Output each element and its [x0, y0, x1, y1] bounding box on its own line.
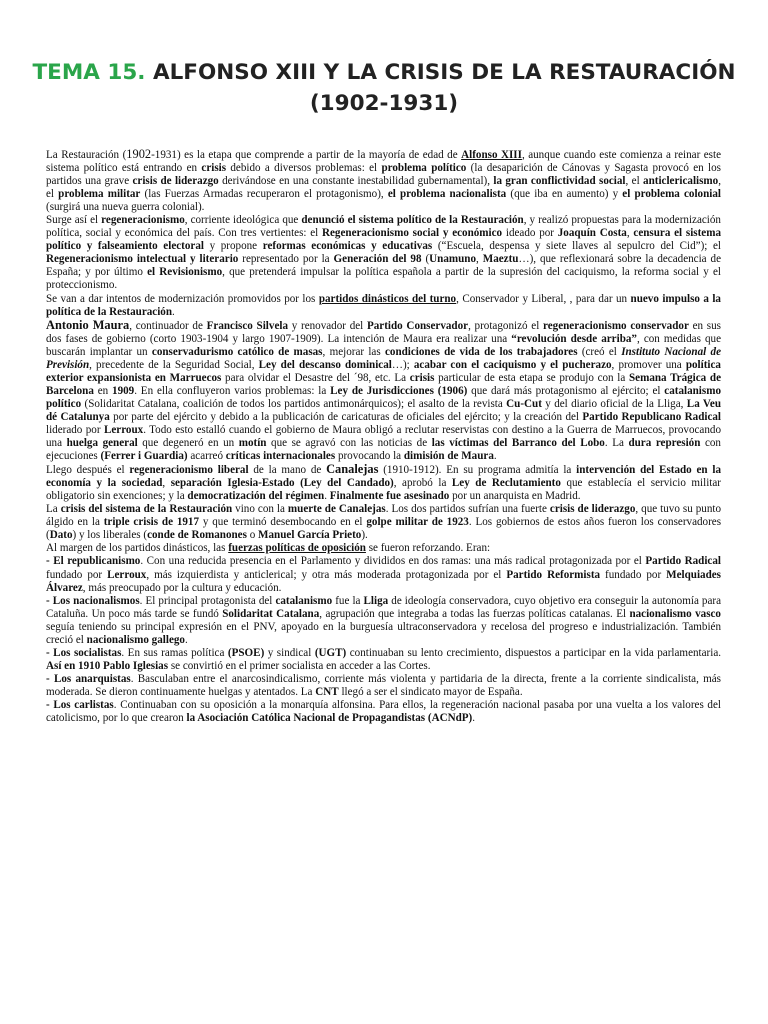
text-run: Regeneracionismo intelectual y literario: [46, 253, 239, 266]
text-run: , el: [46, 175, 721, 201]
list-item-nacionalismos: [46, 595, 721, 647]
text-run: …), que reflexionará sobre la decadencia de España; y por último: [46, 253, 722, 279]
text-run: Alfonso XIII: [461, 149, 522, 161]
text-run: la Asociación Católica Nacional de Propagandistas (ACNdP): [186, 712, 473, 725]
text-run: crisis: [201, 162, 227, 175]
text-run: CNT: [315, 685, 339, 698]
text-run: , continuador de: [129, 319, 207, 332]
text-run: . Continuaban con su oposición a la monarquía alfonsina. Para ellos, la regeneración nacional pasaba por una vuelta a los valores del catolicismo, por lo que crearon: [46, 698, 721, 725]
text-run: (“Escuela, despensa y siete llaves al sepulcro del Cid”); el: [432, 240, 721, 253]
text-run: acarreó: [187, 450, 226, 463]
text-run: catalanismo político: [46, 384, 721, 410]
text-run: problema político: [381, 162, 467, 175]
text-run: . En ella confluyeron varios problemas: la: [134, 384, 331, 397]
text-run: política exterior expansionista en Marruecos: [46, 358, 721, 384]
text-run: crisis de liderazgo: [549, 503, 636, 516]
text-run: representado por la: [238, 253, 334, 266]
text-run: llegó a ser el sindicato mayor de España.: [338, 685, 523, 698]
text-run: - Los anarquistas: [46, 672, 131, 685]
text-run: la gran conflictividad social: [493, 175, 626, 188]
text-run: . En sus ramas política: [121, 646, 228, 659]
text-run: ).: [361, 529, 368, 542]
text-run: problema militar: [58, 188, 141, 201]
text-run: , agrupación que integraba a todas las fuerzas políticas catalanas. El: [319, 607, 630, 620]
text-run: - Los nacionalismos: [46, 594, 140, 607]
text-run: con ejecuciones: [46, 437, 721, 463]
text-run: Surge así el: [46, 214, 102, 227]
text-run: provocando la: [335, 450, 404, 463]
text-run: Se van a dar intentos de modernización promovidos por los: [46, 292, 319, 305]
text-run: nuevo impulso a la política de la Restauración: [46, 292, 721, 318]
text-run: censura el sistema político y falseamiento electoral: [46, 227, 722, 253]
text-run: ) y los liberales (: [72, 529, 148, 542]
text-run: La: [46, 503, 61, 516]
text-run: que establecía el servicio militar obligatorio sin exenciones; y la: [46, 477, 721, 503]
text-run: regeneracionismo conservador: [543, 319, 689, 332]
text-run: Partido Radical: [645, 555, 721, 568]
paragraph-regeneracionismo: [46, 214, 721, 292]
text-run: Semana Trágica de Barcelona: [46, 371, 721, 397]
text-run: , aprobó la: [393, 477, 452, 490]
text-run: en: [93, 384, 113, 397]
text-run: Instituto Nacional de Previsión: [46, 345, 721, 371]
text-run: que degeneró en un: [137, 437, 239, 450]
text-run: Solidaritat Catalana: [222, 607, 320, 620]
text-run: Regeneracionismo social y económico: [322, 227, 503, 240]
text-run: el Revisionismo: [147, 266, 223, 279]
text-run: regeneracionismo: [101, 214, 185, 227]
list-item-anarquistas: [46, 673, 721, 699]
text-run: (1910-1912). En su programa admitía la: [378, 464, 577, 477]
text-run: (creó el: [577, 345, 622, 358]
text-run: que se agravó con las noticias de: [266, 437, 432, 450]
text-run: Partido Conservador: [366, 319, 469, 332]
text-run: huelga general: [66, 437, 138, 450]
text-run: .: [493, 450, 497, 463]
text-run: y del diario oficial de la Lliga,: [541, 397, 687, 410]
text-run: , precedente de la Seguridad Social,: [89, 358, 259, 371]
text-run: La Restauración (: [46, 149, 127, 161]
page-title: [0, 58, 768, 88]
text-run: .: [472, 712, 476, 725]
text-run: ,: [162, 477, 171, 490]
text-run: fundado por: [600, 568, 667, 581]
text-run: ,: [476, 253, 483, 266]
text-run: nacionalismo gallego: [86, 633, 185, 646]
text-run: y renovador del: [288, 319, 367, 332]
text-run: .: [184, 633, 188, 646]
text-run: y propone: [203, 240, 263, 253]
paragraph-intro: [46, 148, 721, 214]
text-run: -1931) es la etapa que comprende a partir de la mayoría de edad de: [151, 149, 462, 161]
text-run: Joaquín Costa: [557, 227, 627, 240]
title-prefix: TEMA 15.: [32, 60, 146, 85]
list-item-carlistas: [46, 699, 721, 725]
text-run: condiciones de vida de los trabajadores: [384, 345, 578, 358]
text-run: de ideología conservadora, cuyo objetivo era conseguir la autonomía para Cataluña. Un poco más tarde se fundó: [46, 594, 722, 620]
text-run: Partido Reformista: [506, 568, 601, 581]
text-run: Ley de Reclutamiento: [451, 477, 561, 490]
text-run: (PSOE): [227, 646, 265, 659]
text-run: para olvidar el Desastre del ´98, etc. La: [221, 371, 410, 384]
text-run: triple crisis de 1917: [103, 516, 200, 529]
text-run: se convirtió en el primer socialista en acceder a las Cortes.: [168, 659, 431, 672]
text-run: que dará más protagonismo al ejército; el: [467, 384, 665, 397]
text-run: conde de Romanones: [147, 529, 247, 542]
text-run: . Basculaban entre el anarcosindicalismo, corriente más violenta y partidaria de la directa, frente a la corriente sindicalista, más moderada. Se dieron continuamente huelgas y atentados. La: [46, 672, 721, 698]
text-run: republicanismo: [67, 555, 141, 568]
text-run: , más izquierdista y anticlerical; y otra más moderada protagonizada por el: [146, 568, 507, 581]
text-run: partidos dinásticos del turno: [318, 292, 457, 305]
text-run: ideado por: [502, 227, 558, 240]
text-run: por parte del ejército y debido a la publicación de caricaturas de oficiales del ejército; y la creación del: [109, 410, 583, 423]
document-body: [46, 148, 721, 725]
paragraph-maura: [46, 319, 721, 464]
text-run: acabar con el caciquismo y el pucherazo: [413, 358, 612, 371]
text-run: Ley de Jurisdicciones (1906): [330, 384, 468, 397]
text-run: denunció el sistema político de la Restauración: [301, 214, 524, 227]
text-run: Canalejas: [326, 462, 379, 477]
text-run: - Los carlistas: [46, 698, 114, 711]
text-run: Antonio Maura: [46, 317, 130, 332]
text-run: fuerzas políticas de oposición: [228, 542, 366, 555]
text-run: La Veu dé Catalunya: [46, 397, 721, 423]
text-run: Melquiades Álvarez: [46, 568, 721, 594]
text-run: y que terminó desembocando en el: [199, 516, 367, 529]
text-run: debido a diversos problemas: el: [226, 162, 382, 175]
text-run: las víctimas del Barranco del Lobo: [431, 437, 605, 450]
text-run: en sus dos fases de gobierno (corto 1903-1904 y largo 1907-1909). La intención de Maura era realizar una: [46, 319, 721, 345]
text-run: crisis: [409, 371, 435, 384]
text-run: . Con una reducida presencia en el Parlamento y divididos en dos ramas: una más radical protagonizada por el: [140, 555, 646, 568]
text-run: crisis de liderazgo: [132, 175, 219, 188]
text-run: catalanismo: [275, 594, 333, 607]
text-run: “revolución desde arriba”: [511, 332, 637, 345]
text-run: Partido Republicano Radical: [582, 410, 722, 423]
text-run: Llego después el: [46, 464, 130, 477]
title-main: ALFONSO XIII Y LA CRISIS DE LA RESTAURACIÓN: [152, 60, 736, 85]
text-run: . Los dos partidos sufrían una fuerte: [385, 503, 550, 516]
text-run: dura represión: [628, 437, 701, 450]
text-run: nacionalismo vasco: [629, 607, 721, 620]
text-run: .: [324, 490, 330, 503]
text-run: . La: [604, 437, 629, 450]
text-run: (la desaparición de Cánovas y Sagasta provocó en los partidos una grave: [46, 162, 721, 188]
text-run: , más preocupado por la cultura y educación.: [82, 581, 282, 594]
text-run: el problema colonial: [622, 188, 721, 201]
text-run: (surgirá una nueva guerra colonial).: [46, 201, 205, 214]
text-run: Manuel García Prieto: [258, 529, 362, 542]
text-run: (Solidaritat Catalana, coalición de todos los partidos antimonárquicos); el asalto de la revista: [81, 397, 507, 410]
text-run: separación Iglesia-Estado (Ley del Candado): [170, 477, 394, 490]
text-run: . Los gobiernos de estos años fueron los conservadores (: [46, 516, 722, 542]
list-item-socialistas: [46, 647, 721, 673]
text-run: Generación del 98: [333, 253, 422, 266]
text-run: Así en 1910 Pablo Iglesias: [46, 659, 169, 672]
text-run: , mejorar las: [322, 345, 385, 358]
text-run: , el: [625, 175, 644, 188]
text-run: Cu-Cut: [506, 397, 542, 410]
paragraph-oposicion: [46, 542, 721, 555]
text-run: y sindical: [264, 646, 315, 659]
text-run: 1902: [126, 147, 152, 161]
text-run: Unamuno: [429, 253, 477, 266]
text-run: , y realizó propuestas para la modernización política, social y económica del país. Con tres vertientes: el: [46, 214, 721, 240]
text-run: derivándose en una constante inestabilidad gubernamental),: [218, 175, 494, 188]
text-run: (UGT): [314, 646, 347, 659]
text-run: dimisión de Maura: [403, 450, 494, 463]
text-run: , corriente ideológica que: [184, 214, 302, 227]
text-run: regeneracionismo liberal: [129, 464, 249, 477]
text-run: 1909: [112, 384, 135, 397]
text-run: Lerroux: [103, 423, 144, 436]
text-run: ,: [626, 227, 634, 240]
text-run: (Ferrer i Guardia): [100, 450, 188, 463]
text-run: Francisco Silvela: [206, 319, 288, 332]
text-run: Maeztu: [482, 253, 519, 266]
text-run: . El principal protagonista del: [139, 594, 276, 607]
text-run: motín: [238, 437, 267, 450]
text-run: conservadurismo católico de masas: [151, 345, 323, 358]
text-run: Lerroux: [107, 568, 147, 581]
text-run: Dato: [49, 529, 73, 542]
text-run: o: [246, 529, 259, 542]
text-run: por un anarquista en Madrid.: [449, 490, 581, 503]
title-years: (1902-1931): [309, 91, 459, 116]
text-run: reformas económicas y educativas: [262, 240, 433, 253]
paragraph-canalejas: [46, 463, 721, 503]
text-run: , con medidas que buscarán implantar un: [46, 332, 721, 358]
text-run: crisis del sistema de la Restauración: [60, 503, 233, 516]
text-run: Lliga: [363, 594, 389, 607]
list-item-republicanismo: [46, 555, 721, 594]
text-run: Finalmente fue asesinado: [329, 490, 450, 503]
text-run: - Los socialistas: [46, 646, 122, 659]
text-run: , aunque cuando este comienza a reinar este sistema político está entrando en: [46, 149, 722, 175]
paragraph-modernizacion: [46, 293, 721, 319]
text-run: …);: [391, 358, 414, 371]
text-run: de la mano de: [248, 464, 327, 477]
text-run: vino con la: [232, 503, 288, 516]
text-run: Ley del descanso dominical: [258, 358, 392, 371]
text-run: intervención del Estado en la economía y la sociedad: [46, 464, 722, 490]
text-run: golpe militar de 1923: [366, 516, 469, 529]
text-run: el problema nacionalista: [387, 188, 507, 201]
text-run: continuaban su lento crecimiento, dispuestos a participar en la vida parlamentaria.: [346, 646, 722, 659]
text-run: democratización del régimen: [187, 490, 325, 503]
text-run: anticlericalismo: [643, 175, 719, 188]
text-run: fundado por: [46, 568, 108, 581]
text-run: , Conservador y Liberal, , para dar un: [456, 292, 631, 305]
text-run: liderado por: [46, 423, 104, 436]
text-run: , que pretenderá impulsar la política española a partir de la supresión del caciquismo, la reforma social y el proteccionismo.: [46, 266, 721, 292]
text-run: fue la: [332, 594, 364, 607]
text-run: (: [421, 253, 430, 266]
paragraph-crisis: [46, 503, 721, 542]
text-run: , promover una: [611, 358, 686, 371]
text-run: (las Fuerzas Armadas recuperaron el protagonismo),: [140, 188, 388, 201]
text-run: , protagonizó el: [468, 319, 544, 332]
text-run: . Todo esto estalló cuando el gobierno de Maura obligó a reclutar reservistas con destino a la Guerra de Marruecos, provocando una: [46, 423, 721, 450]
text-run: se fueron reforzando. Eran:: [365, 542, 491, 555]
text-run: seguía teniendo su principal expresión en el PNV, apoyado en la burguesía ultraconservadora y recelosa del progreso e industrialización. También creció el: [46, 620, 721, 646]
text-run: , que tuvo su punto álgido en la: [46, 503, 722, 529]
text-run: .: [172, 305, 175, 318]
text-run: Al margen de los partidos dinásticos, las: [46, 542, 229, 555]
text-run: muerte de Canalejas: [287, 503, 386, 516]
text-run: particular de esta etapa se produjo con la: [434, 371, 629, 384]
text-run: críticas internacionales: [225, 450, 336, 463]
text-run: - El: [46, 555, 68, 568]
text-run: (que iba en aumento) y: [506, 188, 623, 201]
